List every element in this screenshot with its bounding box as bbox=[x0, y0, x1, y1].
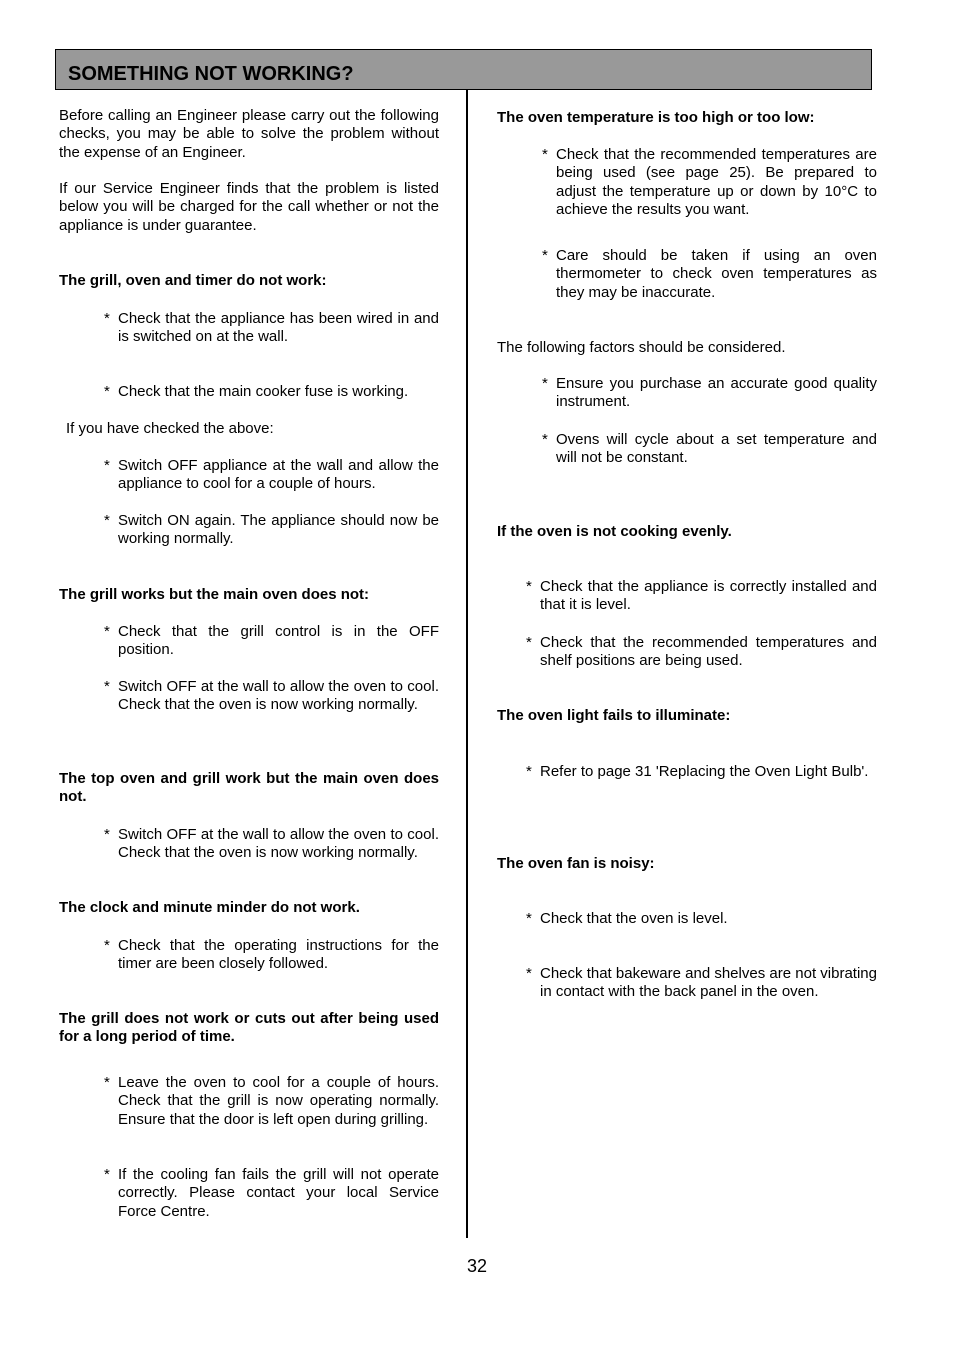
page-title: SOMETHING NOT WORKING? bbox=[68, 63, 354, 85]
bullet-marker: * bbox=[542, 247, 548, 264]
section-heading-top-oven: The top oven and grill work but the main oven does not. bbox=[59, 770, 439, 806]
bullet-marker: * bbox=[526, 578, 532, 595]
bullet-marker: * bbox=[542, 375, 548, 392]
page-header bbox=[55, 49, 872, 90]
bullet-marker: * bbox=[104, 937, 110, 954]
section-note: If you have checked the above: bbox=[66, 420, 274, 437]
list-item-text: Ovens will cycle about a set temperature and will not be constant. bbox=[556, 431, 877, 467]
list-item-text: Ensure you purchase an accurate good quality instrument. bbox=[556, 375, 877, 411]
bullet-marker: * bbox=[104, 1166, 110, 1183]
list-item-text: Check that the grill control is in the OFF position. bbox=[118, 623, 439, 659]
list-item-text: Leave the oven to cool for a couple of hours. Check that the grill is now operating normally. Ensure that the door is left open during grilling. bbox=[118, 1074, 439, 1128]
list-item-text: Check that the operating instructions for the timer are been closely followed. bbox=[118, 937, 439, 973]
section-heading-fan: The oven fan is noisy: bbox=[497, 855, 655, 872]
list-item-text: Check that the recommended temperatures are being used (see page 25). Be prepared to adjust the temperature up or down by 10°C to achieve the results you want. bbox=[556, 146, 877, 219]
bullet-marker: * bbox=[542, 431, 548, 448]
section-heading-light: The oven light fails to illuminate: bbox=[497, 707, 731, 724]
bullet-marker: * bbox=[526, 634, 532, 651]
bullet-marker: * bbox=[526, 763, 532, 780]
bullet-marker: * bbox=[104, 512, 110, 529]
bullet-marker: * bbox=[104, 310, 110, 327]
list-item-text: Switch OFF at the wall to allow the oven to cool. Check that the oven is now working normally. bbox=[118, 826, 439, 862]
bullet-marker: * bbox=[104, 383, 110, 400]
bullet-marker: * bbox=[542, 146, 548, 163]
intro-paragraph-2: If our Service Engineer finds that the problem is listed below you will be charged for the call whether or not the appliance is under guarantee. bbox=[59, 180, 439, 234]
bullet-marker: * bbox=[104, 457, 110, 474]
section-heading-main-oven: The grill works but the main oven does not: bbox=[59, 586, 370, 603]
list-item-text: Switch OFF at the wall to allow the oven to cool. Check that the oven is now working normally. bbox=[118, 678, 439, 714]
section-heading-clock: The clock and minute minder do not work. bbox=[59, 899, 360, 916]
list-item-text: Care should be taken if using an oven thermometer to check oven temperatures as they may be inaccurate. bbox=[556, 247, 877, 301]
bullet-marker: * bbox=[104, 623, 110, 640]
list-item-text: Switch OFF appliance at the wall and allow the appliance to cool for a couple of hours. bbox=[118, 457, 439, 493]
bullet-marker: * bbox=[526, 910, 532, 927]
column-divider bbox=[466, 90, 468, 1238]
list-item-text: Refer to page 31 'Replacing the Oven Light Bulb'. bbox=[540, 763, 869, 780]
list-item-text: Check that the appliance has been wired in and is switched on at the wall. bbox=[118, 310, 439, 346]
section-heading-temperature: The oven temperature is too high or too low: bbox=[497, 109, 815, 126]
section-heading-grill: The grill does not work or cuts out after being used for a long period of time. bbox=[59, 1010, 439, 1046]
page-number: 32 bbox=[466, 1256, 488, 1276]
list-item-text: Check that the main cooker fuse is working. bbox=[118, 383, 409, 400]
list-item-text: Check that bakeware and shelves are not vibrating in contact with the back panel in the oven. bbox=[540, 965, 877, 1001]
bullet-marker: * bbox=[104, 1074, 110, 1091]
list-item-text: Check that the recommended temperatures and shelf positions are being used. bbox=[540, 634, 877, 670]
list-item-text: If the cooling fan fails the grill will not operate correctly. Please contact your local Service Force Centre. bbox=[118, 1166, 439, 1220]
section-note: The following factors should be considered. bbox=[497, 339, 786, 356]
list-item-text: Check that the oven is level. bbox=[540, 910, 728, 927]
list-item-text: Check that the appliance is correctly installed and that it is level. bbox=[540, 578, 877, 614]
list-item-text: Switch ON again. The appliance should now be working normally. bbox=[118, 512, 439, 548]
bullet-marker: * bbox=[104, 678, 110, 695]
bullet-marker: * bbox=[526, 965, 532, 982]
section-heading-uneven: If the oven is not cooking evenly. bbox=[497, 523, 732, 540]
intro-paragraph-1: Before calling an Engineer please carry out the following checks, you may be able to solve the problem without the expense of an Engineer. bbox=[59, 107, 439, 161]
section-heading-no-power: The grill, oven and timer do not work: bbox=[59, 272, 327, 289]
bullet-marker: * bbox=[104, 826, 110, 843]
